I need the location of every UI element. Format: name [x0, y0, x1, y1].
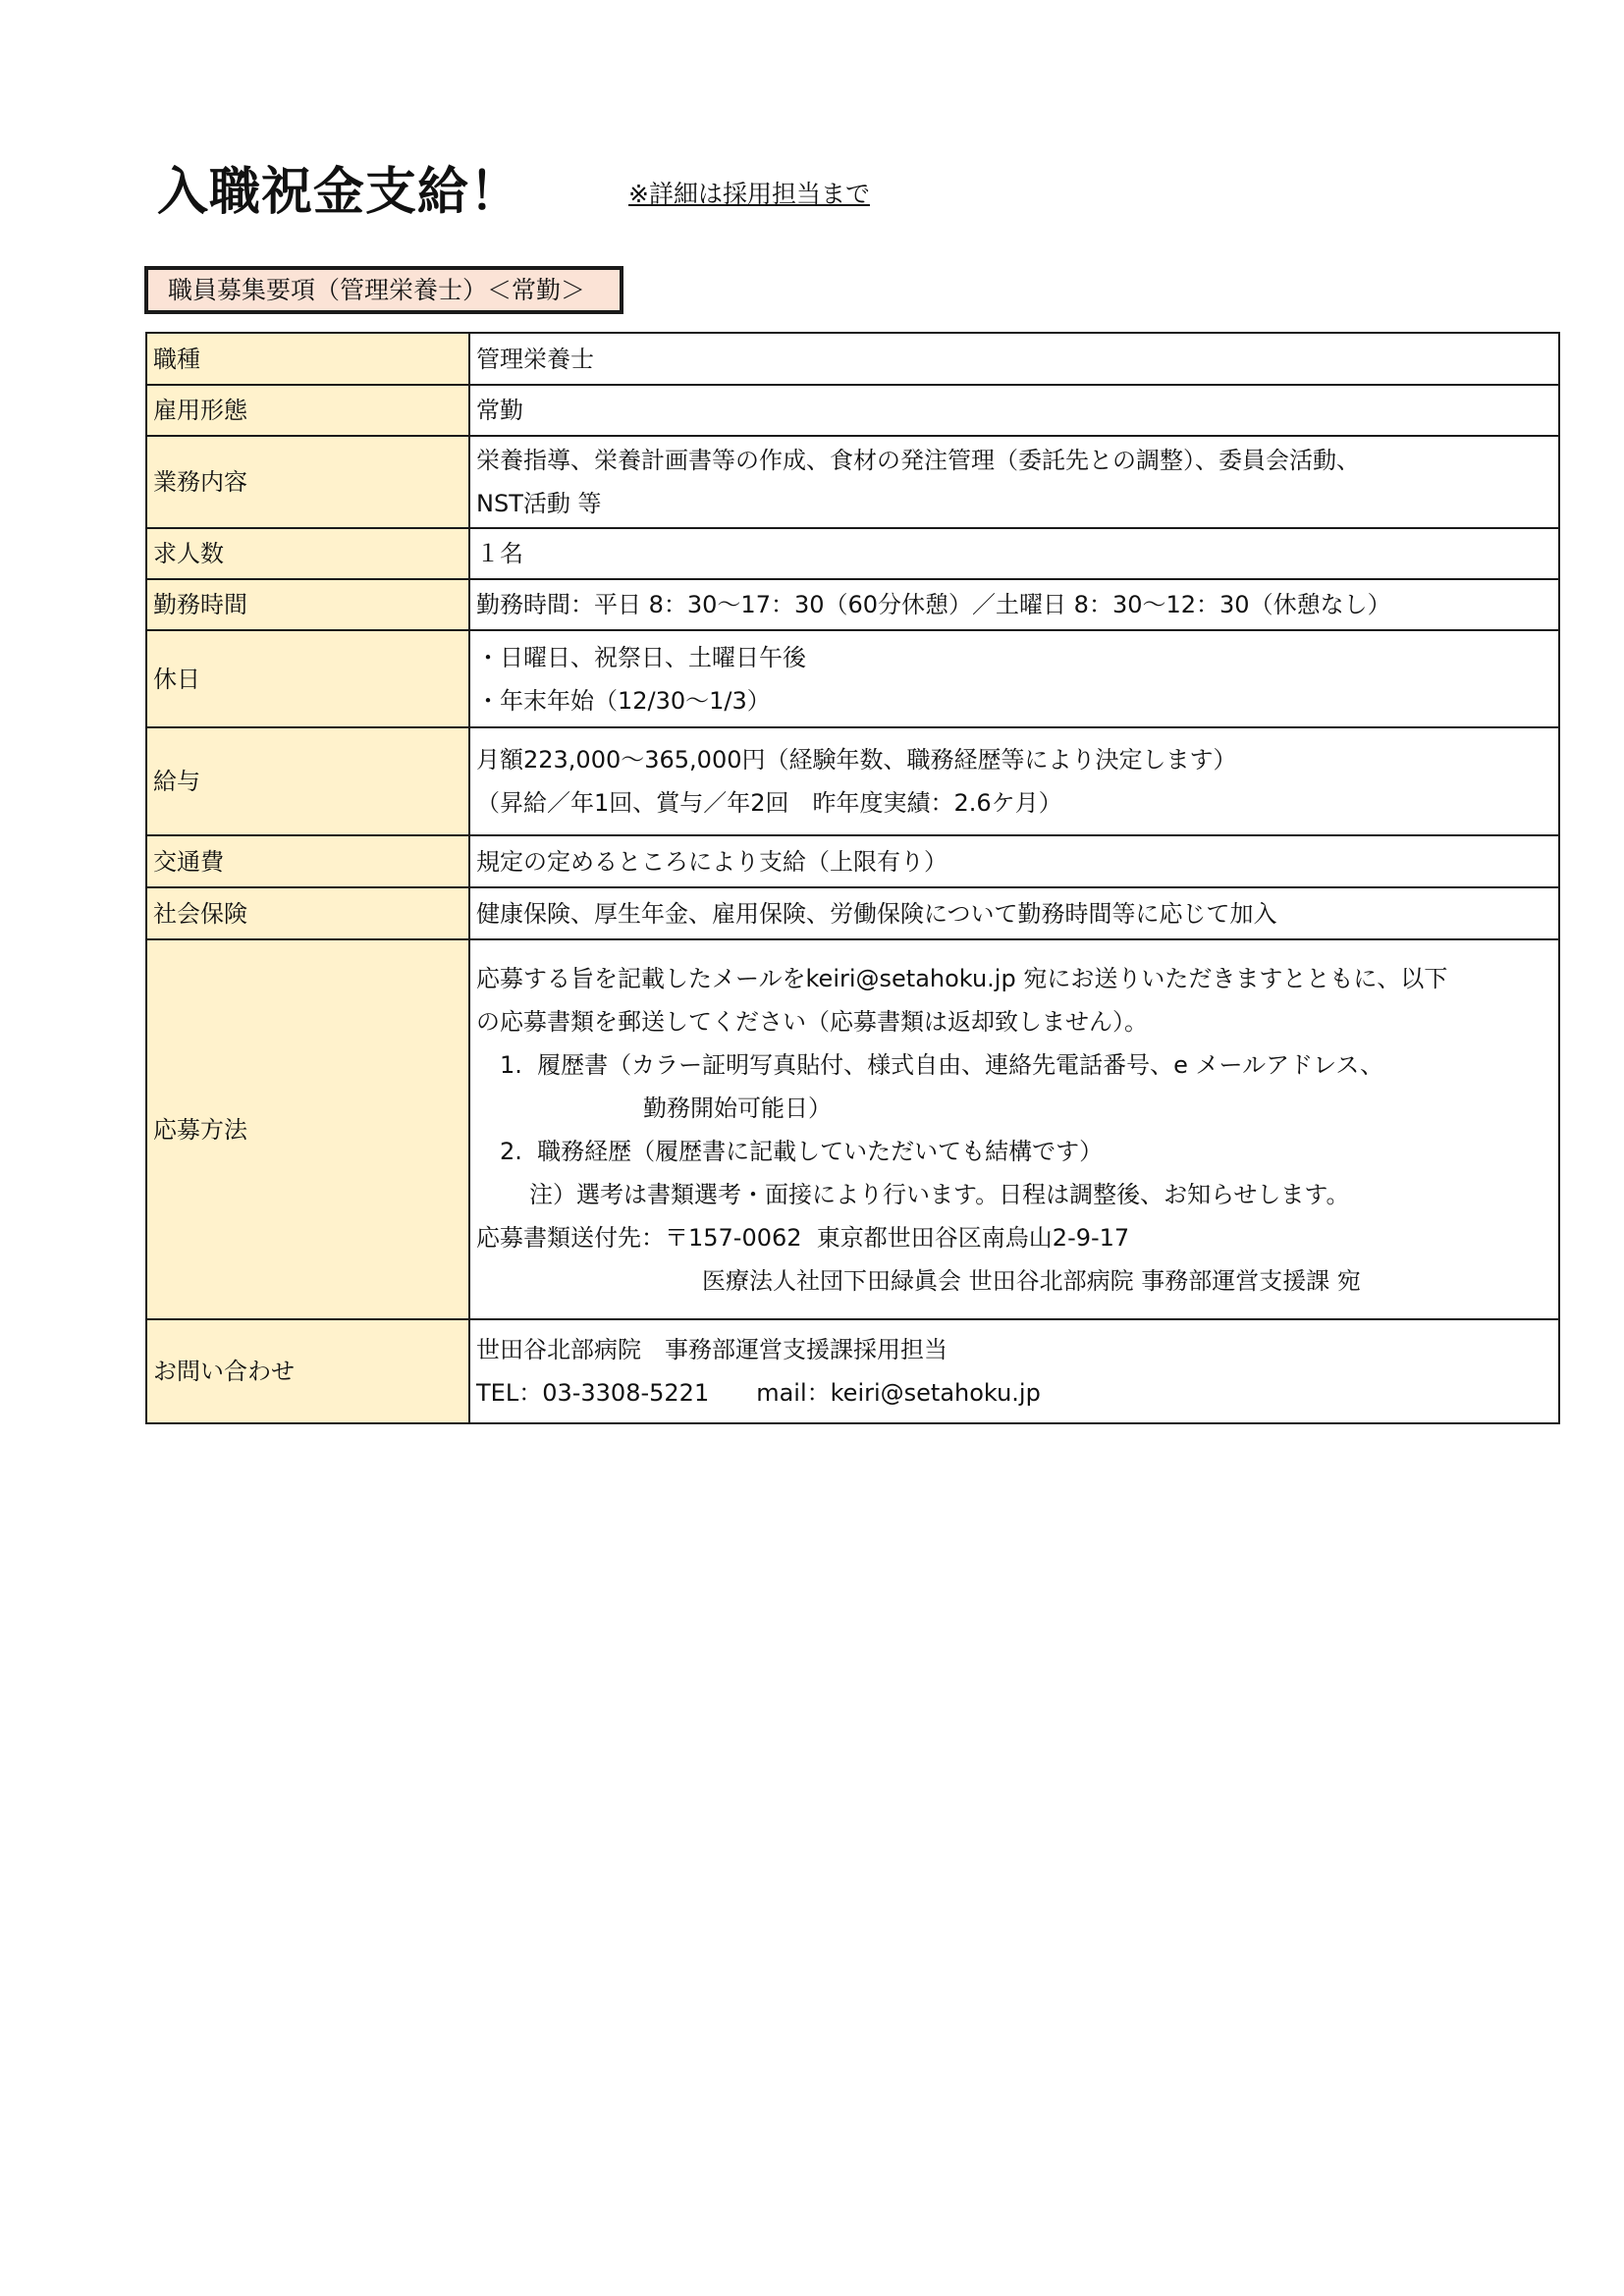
table-row	[146, 727, 1559, 835]
value-line: ・日曜日、祝祭日、土曜日午後	[476, 643, 806, 671]
value-line: 勤務開始可能日）	[643, 1094, 832, 1122]
value-line: 世田谷北部病院 事務部運営支援課採用担当	[476, 1336, 947, 1363]
row-label: 求人数	[146, 528, 469, 579]
value-line: 勤務時間：平日 8：30〜17：30（60分休憩）／土曜日 8：30〜12：30（休憩なし）	[476, 591, 1391, 618]
row-label: 社会保険	[146, 887, 469, 939]
row-value	[469, 887, 1559, 939]
value-line: 応募する旨を記載したメールをkeiri@setahoku.jp 宛にお送りいただきますとともに、以下	[476, 964, 1448, 992]
row-label: 雇用形態	[146, 385, 469, 436]
row-value	[469, 436, 1559, 528]
value-line: １名	[476, 540, 523, 567]
table-row	[146, 579, 1559, 630]
value-line: ・年末年始（12/30〜1/3）	[476, 686, 771, 715]
row-value	[469, 385, 1559, 436]
page-title: 入職祝金支給！	[157, 163, 522, 222]
table-row	[146, 939, 1559, 1319]
table-row	[146, 887, 1559, 939]
value-line: 規定の定めるところにより支給（上限有り）	[476, 847, 947, 876]
row-label: 業務内容	[146, 436, 469, 528]
row-value	[469, 727, 1559, 835]
value-line: 栄養指導、栄養計画書等の作成、食材の発注管理（委託先との調整）、委員会活動、	[476, 447, 1360, 474]
row-label: お問い合わせ	[146, 1319, 469, 1423]
section-label: 職員募集要項（管理栄養士）＜常勤＞	[144, 266, 623, 314]
value-line: の応募書類を郵送してください（応募書類は返却致しません）。	[476, 1007, 1148, 1036]
table-row	[146, 436, 1559, 528]
row-value	[469, 528, 1559, 579]
value-line: 管理栄養士	[476, 345, 594, 373]
row-label: 応募方法	[146, 939, 469, 1319]
row-label: 交通費	[146, 835, 469, 887]
row-value	[469, 579, 1559, 630]
value-line: 常勤	[476, 397, 523, 424]
value-line: 応募書類送付先：〒157-0062 東京都世田谷区南烏山2-9-17	[476, 1223, 1130, 1252]
table-row	[146, 835, 1559, 887]
value-line: 1. 履歴書（カラー証明写真貼付、様式自由、連絡先電話番号、e メールアドレス、	[500, 1050, 1384, 1079]
value-line: 2. 職務経歴（履歴書に記載していただいても結構です）	[500, 1137, 1104, 1165]
value-line: 医療法人社団下田緑眞会 世田谷北部病院 事務部運営支援課 宛	[702, 1266, 1361, 1295]
row-label: 休日	[146, 630, 469, 727]
table-row	[146, 528, 1559, 579]
row-label: 給与	[146, 727, 469, 835]
row-label: 職種	[146, 333, 469, 385]
table-row	[146, 1319, 1559, 1423]
value-line: 月額223,000〜365,000円（経験年数、職務経歴等により決定します）	[476, 746, 1237, 774]
row-label: 勤務時間	[146, 579, 469, 630]
value-line: 注）選考は書類選考・面接により行います。日程は調整後、お知らせします。	[529, 1180, 1350, 1208]
row-value	[469, 630, 1559, 727]
table-row	[146, 385, 1559, 436]
row-value	[469, 835, 1559, 887]
value-line: TEL：03-3308-5221 mail：keiri@setahoku.jp	[476, 1379, 1041, 1407]
recruitment-table	[145, 332, 1560, 1424]
value-line: NST活動 等	[476, 490, 602, 517]
value-line: （昇給／年1回、賞与／年2回 昨年度実績：2.6ケ月）	[476, 789, 1062, 817]
row-value	[469, 1319, 1559, 1423]
value-line: 健康保険、厚生年金、雇用保険、労働保険について勤務時間等に応じて加入	[476, 899, 1277, 928]
row-value	[469, 939, 1559, 1319]
table-row	[146, 630, 1559, 727]
table-row	[146, 333, 1559, 385]
details-note: ※詳細は採用担当まで	[628, 180, 870, 208]
row-value	[469, 333, 1559, 385]
